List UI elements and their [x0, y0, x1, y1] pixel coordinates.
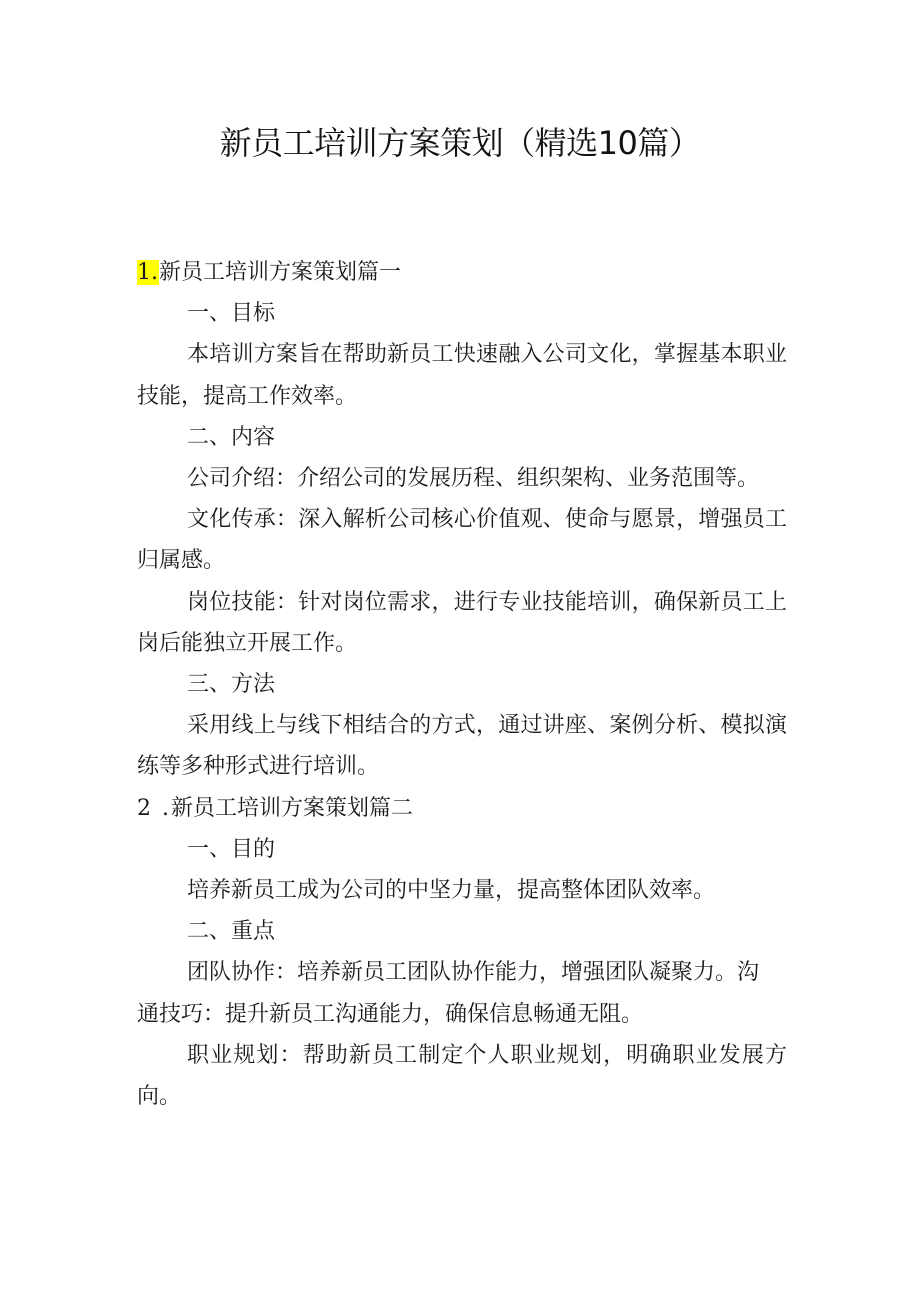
section-number: 2 .	[137, 795, 171, 821]
paragraph: 文化传承：深入解析公司核心价值观、使命与愿景，增强员工归属感。	[137, 507, 787, 574]
paragraph: 公司介绍：介绍公司的发展历程、组织架构、业务范围等。	[187, 466, 760, 492]
highlighted-section-number: 1.	[137, 260, 158, 285]
section-heading	[137, 788, 787, 829]
subheading: 二、内容	[187, 424, 276, 450]
section-heading-text: 新员工培训方案策划篇二	[170, 795, 413, 821]
paragraph: 采用线上与线下相结合的方式，通过讲座、案例分析、模拟演练等多种形式进行培训。	[137, 713, 787, 780]
subheading: 二、重点	[187, 919, 276, 945]
subheading: 一、目的	[187, 836, 276, 862]
section-heading	[137, 252, 787, 293]
section-heading-text: 新员工培训方案策划篇一	[159, 260, 402, 285]
paragraph: 职业规划：帮助新员工制定个人职业规划，明确职业发展方向。	[137, 1042, 787, 1110]
subheading: 三、方法	[187, 672, 276, 698]
document-body	[137, 252, 787, 1117]
paragraph: 本培训方案旨在帮助新员工快速融入公司文化，掌握基本职业技能，提高工作效率。	[137, 342, 787, 409]
paragraph: 岗位技能：针对岗位需求，进行专业技能培训，确保新员工上岗后能独立开展工作。	[137, 589, 787, 656]
paragraph: 通技巧：提升新员工沟通能力，确保信息畅通无阻。	[137, 1001, 644, 1027]
paragraph: 培养新员工成为公司的中坚力量，提高整体团队效率。	[187, 878, 716, 904]
document-title: 新员工培训方案策划（精选10篇）	[219, 124, 701, 162]
subheading: 一、目标	[187, 301, 276, 327]
paragraph: 团队协作：培养新员工团队协作能力，增强团队凝聚力。沟	[187, 960, 760, 986]
